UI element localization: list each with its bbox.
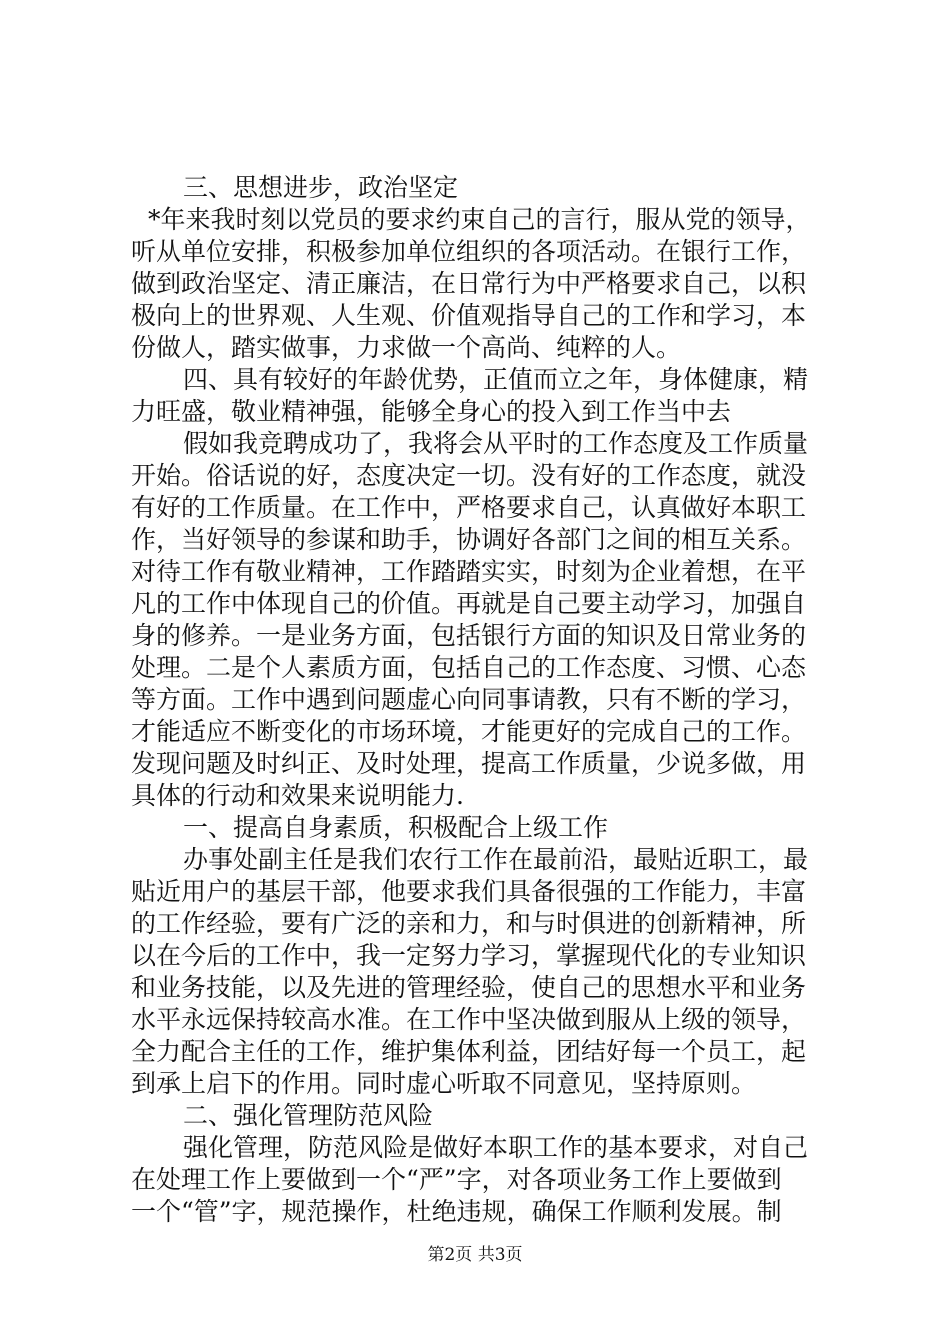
paragraph-line: 对待工作有敬业精神，工作踏踏实实，时刻为企业着想，在平 xyxy=(131,557,807,586)
paragraph-line: 一个“管”字，规范操作，杜绝违规，确保工作顺利发展。制 xyxy=(131,1197,782,1226)
paragraph-line: 发现问题及时纠正、及时处理，提高工作质量，少说多做，用 xyxy=(131,749,807,778)
page-number-footer: 第2页 共3页 xyxy=(427,1245,523,1265)
paragraph-line: 到承上启下的作用。同时虚心听取不同意见，坚持原则。 xyxy=(131,1069,757,1098)
paragraph-line: 全力配合主任的工作，维护集体利益，团结好每一个员工，起 xyxy=(131,1037,807,1066)
paragraph-line: 做到政治坚定、清正廉洁，在日常行为中严格要求自己，以积 xyxy=(131,269,807,298)
paragraph-line: 强化管理，防范风险是做好本职工作的基本要求，对自己 xyxy=(183,1133,809,1162)
paragraph-line: 贴近用户的基层干部，他要求我们具备很强的工作能力，丰富 xyxy=(131,877,807,906)
paragraph-line: 在处理工作上要做到一个“严”字，对各项业务工作上要做到 xyxy=(131,1165,782,1194)
paragraph-line: 开始。俗话说的好，态度决定一切。没有好的工作态度，就没 xyxy=(131,461,807,490)
paragraph-line: 身的修养。一是业务方面，包括银行方面的知识及日常业务的 xyxy=(131,621,807,650)
paragraph-line: 假如我竞聘成功了，我将会从平时的工作态度及工作质量 xyxy=(183,429,809,458)
paragraph-line: 以在今后的工作中，我一定努力学习，掌握现代化的专业知识 xyxy=(131,941,807,970)
paragraph-line: 一、提高自身素质，积极配合上级工作 xyxy=(183,813,609,842)
paragraph-line: 份做人，踏实做事，力求做一个高尚、纯粹的人。 xyxy=(131,333,682,362)
paragraph-line: 听从单位安排，积极参加单位组织的各项活动。在银行工作， xyxy=(131,237,807,266)
paragraph-line: 三、思想进步，政治坚定 xyxy=(183,173,459,202)
paragraph-line: 处理。二是个人素质方面，包括自己的工作态度、习惯、心态 xyxy=(131,653,807,682)
paragraph-line: 具体的行动和效果来说明能力. xyxy=(131,781,464,810)
paragraph-line: 办事处副主任是我们农行工作在最前沿，最贴近职工，最 xyxy=(183,845,809,874)
paragraph-line: 二、强化管理防范风险 xyxy=(183,1101,434,1130)
paragraph-line: *年来我时刻以党员的要求约束自己的言行，服从党的领导， xyxy=(148,205,811,234)
paragraph-line: 和业务技能，以及先进的管理经验，使自己的思想水平和业务 xyxy=(131,973,807,1002)
paragraph-line: 才能适应不断变化的市场环境，才能更好的完成自己的工作。 xyxy=(131,717,807,746)
paragraph-line: 的工作经验，要有广泛的亲和力，和与时俱进的创新精神，所 xyxy=(131,909,807,938)
paragraph-line: 水平永远保持较高水准。在工作中坚决做到服从上级的领导， xyxy=(131,1005,807,1034)
paragraph-line: 作，当好领导的参谋和助手，协调好各部门之间的相互关系。 xyxy=(131,525,807,554)
paragraph-line: 有好的工作质量。在工作中，严格要求自己，认真做好本职工 xyxy=(131,493,807,522)
paragraph-line: 四、具有较好的年龄优势，正值而立之年，身体健康，精 xyxy=(183,365,809,394)
paragraph-line: 凡的工作中体现自己的价值。再就是自己要主动学习，加强自 xyxy=(131,589,807,618)
paragraph-line: 极向上的世界观、人生观、价值观指导自己的工作和学习，本 xyxy=(131,301,807,330)
paragraph-line: 力旺盛，敬业精神强，能够全身心的投入到工作当中去 xyxy=(131,397,732,426)
paragraph-line: 等方面。工作中遇到问题虚心向同事请教，只有不断的学习， xyxy=(131,685,807,714)
